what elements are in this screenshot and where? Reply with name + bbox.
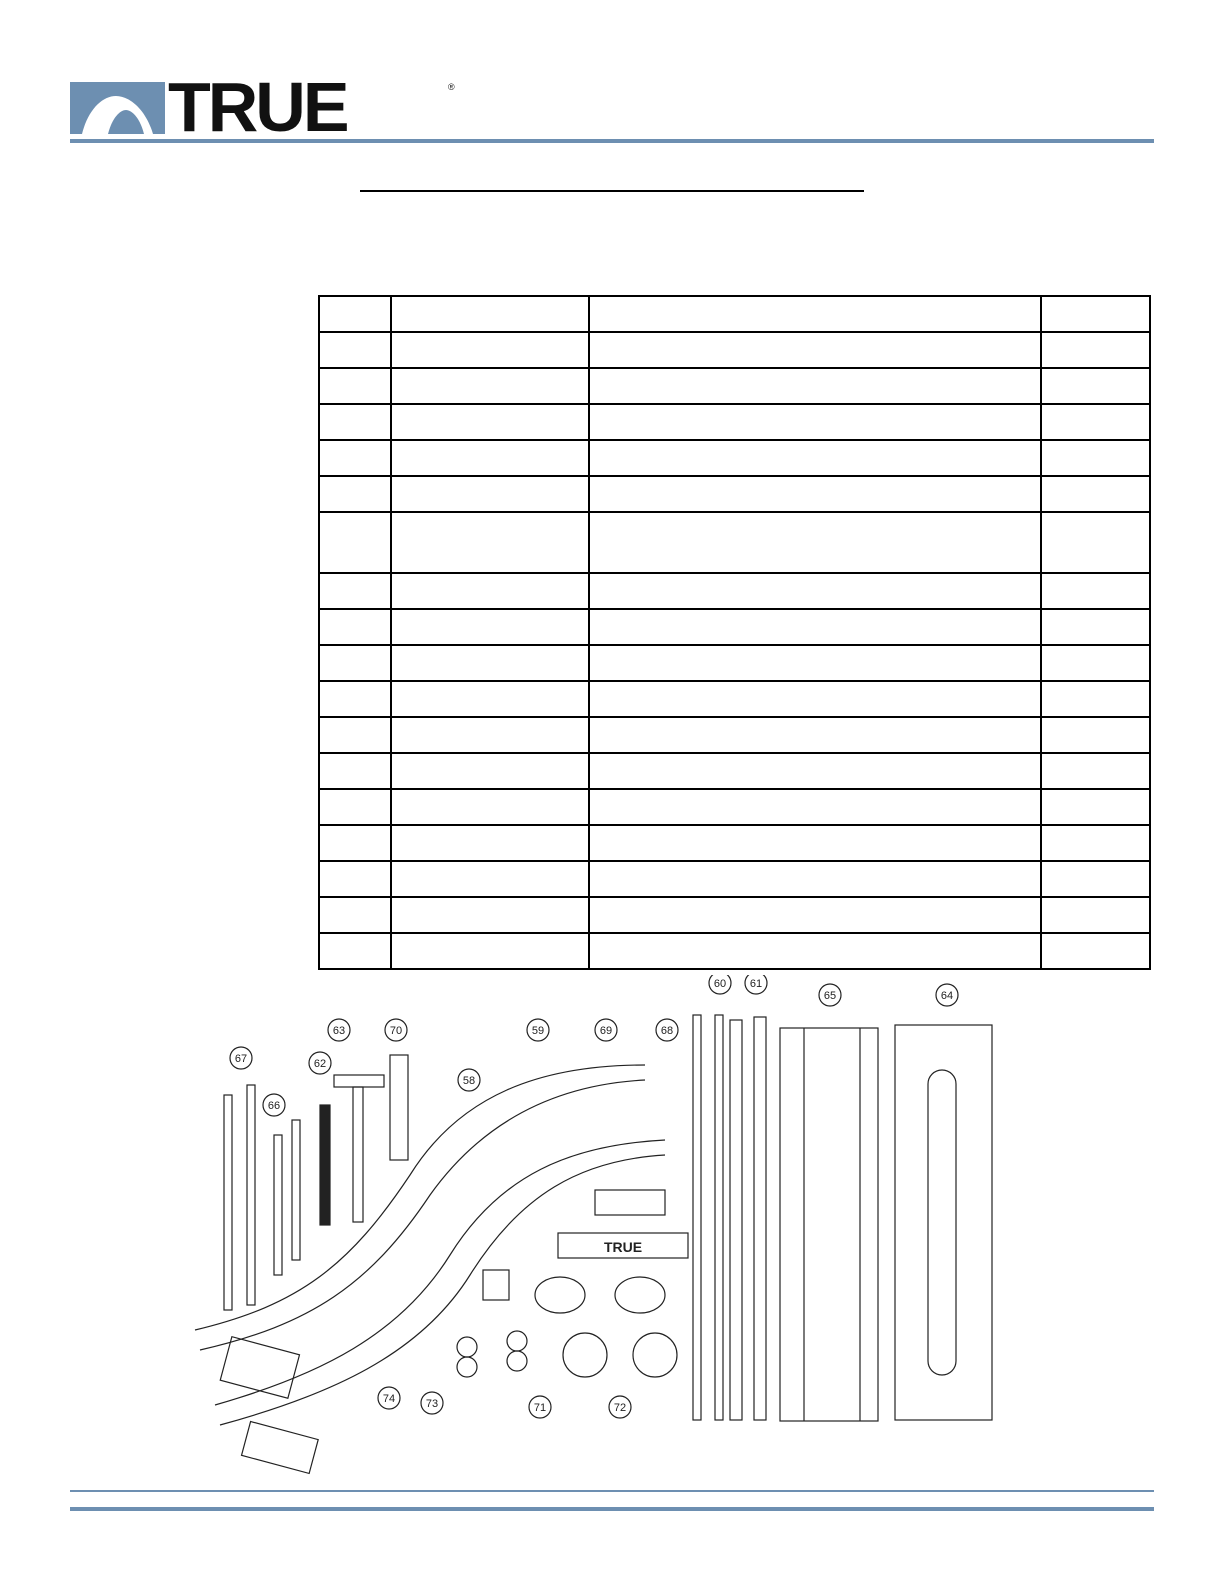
- roller: [507, 1351, 527, 1371]
- callout-label: 73: [425, 1398, 439, 1410]
- table-cell: [1041, 717, 1150, 753]
- table-row: [319, 609, 1150, 645]
- table-row: [319, 789, 1150, 825]
- table-row: [319, 681, 1150, 717]
- table-cell: [319, 717, 391, 753]
- table-cell: [589, 332, 1040, 368]
- table-cell: [391, 789, 589, 825]
- footer-rule: [70, 1490, 1154, 1492]
- table-cell: [1041, 296, 1150, 332]
- table-cell: [589, 440, 1040, 476]
- table-cell: [391, 609, 589, 645]
- title-underline: [360, 190, 864, 192]
- table-cell: [319, 933, 391, 969]
- rail-part: [274, 1135, 282, 1275]
- curved-frame: [200, 1080, 645, 1350]
- table-cell: [391, 753, 589, 789]
- end-cover: [633, 1333, 677, 1377]
- table-cell: [319, 368, 391, 404]
- table-row: [319, 332, 1150, 368]
- strip-part: [390, 1055, 408, 1160]
- table-cell: [589, 368, 1040, 404]
- table-cell: [1041, 476, 1150, 512]
- table-cell: [589, 476, 1040, 512]
- table-cell: [391, 681, 589, 717]
- table-cell: [1041, 609, 1150, 645]
- table-cell: [391, 861, 589, 897]
- header-rule: [70, 139, 1154, 143]
- table-cell: [391, 645, 589, 681]
- table-row: [319, 645, 1150, 681]
- table-cell: [391, 897, 589, 933]
- roller: [507, 1331, 527, 1351]
- table-cell: [319, 476, 391, 512]
- table-row: [319, 476, 1150, 512]
- callout-label: 72: [613, 1402, 627, 1414]
- table-cell: [1041, 753, 1150, 789]
- roller-assembly: [483, 1270, 509, 1300]
- tube-part: [730, 1020, 742, 1420]
- table-row: [319, 573, 1150, 609]
- table-cell: [391, 933, 589, 969]
- table-row: [319, 717, 1150, 753]
- side-panel: [895, 1025, 992, 1420]
- table-cell: [589, 512, 1040, 573]
- table-cell: [319, 573, 391, 609]
- callout-label: 65: [823, 990, 837, 1002]
- panel-slot: [928, 1070, 956, 1375]
- callout-label: 74: [382, 1393, 396, 1405]
- table-cell: [391, 717, 589, 753]
- table-cell: [589, 933, 1040, 969]
- table-cell: [589, 753, 1040, 789]
- rail-part: [247, 1085, 255, 1305]
- callout-label: 60: [713, 978, 727, 990]
- callout-label: 71: [533, 1402, 547, 1414]
- side-panel: [780, 1028, 878, 1421]
- tube-part: [754, 1017, 766, 1420]
- table-cell: [1041, 440, 1150, 476]
- table-cell: [391, 332, 589, 368]
- table-cell: [319, 404, 391, 440]
- plate-text: TRUE: [603, 1239, 643, 1255]
- rail-part: [292, 1120, 300, 1260]
- table-cell: [319, 440, 391, 476]
- table-cell: [319, 897, 391, 933]
- table-cell: [1041, 789, 1150, 825]
- table-cell: [589, 789, 1040, 825]
- table-cell: [319, 789, 391, 825]
- table-cell: [589, 861, 1040, 897]
- table-cell: [1041, 933, 1150, 969]
- table-row: [319, 404, 1150, 440]
- foot-plate: [242, 1422, 319, 1474]
- table-cell: [589, 717, 1040, 753]
- table-cell: [319, 512, 391, 573]
- table-cell: [319, 861, 391, 897]
- true-logo: [70, 76, 460, 134]
- table-cell: [589, 897, 1040, 933]
- table-row: [319, 296, 1150, 332]
- table-cell: [1041, 512, 1150, 573]
- table-cell: [319, 645, 391, 681]
- callout-label: 68: [660, 1025, 674, 1037]
- table-cell: [319, 296, 391, 332]
- callout-label: 67: [234, 1053, 248, 1065]
- table-cell: [319, 753, 391, 789]
- table-row: [319, 933, 1150, 969]
- callout-label: 61: [749, 978, 763, 990]
- callout-label: 63: [332, 1025, 346, 1037]
- table-cell: [589, 825, 1040, 861]
- table-cell: [1041, 404, 1150, 440]
- table-cell: [391, 368, 589, 404]
- end-cover: [615, 1277, 665, 1313]
- table-cell: [589, 296, 1040, 332]
- table-cell: [391, 825, 589, 861]
- table-cell: [391, 512, 589, 573]
- roller: [457, 1337, 477, 1357]
- table-cell: [1041, 573, 1150, 609]
- callout-label: 62: [313, 1058, 327, 1070]
- table-row: [319, 825, 1150, 861]
- tube-part: [715, 1015, 723, 1420]
- table-row: [319, 897, 1150, 933]
- table-cell: [391, 296, 589, 332]
- table-cell: [1041, 897, 1150, 933]
- foot-plate: [220, 1337, 299, 1399]
- table-cell: [589, 609, 1040, 645]
- table-row: [319, 440, 1150, 476]
- bracket-part: [334, 1075, 384, 1087]
- end-cover: [563, 1333, 607, 1377]
- parts-diagram: [180, 975, 1040, 1475]
- callout-label: 64: [940, 990, 954, 1002]
- callout-label: 69: [599, 1025, 613, 1037]
- callout-label: 59: [531, 1025, 545, 1037]
- table-cell: [589, 573, 1040, 609]
- rail-part: [320, 1105, 330, 1225]
- table-cell: [589, 645, 1040, 681]
- table-row: [319, 512, 1150, 573]
- table-cell: [319, 332, 391, 368]
- table-cell: [319, 681, 391, 717]
- bracket-part: [353, 1087, 363, 1222]
- roller: [457, 1357, 477, 1377]
- table-cell: [1041, 825, 1150, 861]
- table-cell: [1041, 681, 1150, 717]
- table-cell: [391, 440, 589, 476]
- callout-label: 70: [389, 1025, 403, 1037]
- tube-part: [693, 1015, 701, 1420]
- footer-rule-thick: [70, 1507, 1154, 1511]
- table-cell: [589, 681, 1040, 717]
- table-cell: [1041, 368, 1150, 404]
- table-cell: [1041, 861, 1150, 897]
- parts-table: [318, 295, 1151, 970]
- end-cover: [535, 1277, 585, 1313]
- table-row: [319, 861, 1150, 897]
- table-cell: [1041, 645, 1150, 681]
- table-cell: [391, 476, 589, 512]
- rail-part: [224, 1095, 232, 1310]
- table-row: [319, 753, 1150, 789]
- table-cell: [391, 404, 589, 440]
- curved-frame: [220, 1155, 665, 1425]
- table-cell: [1041, 332, 1150, 368]
- logo-plate: [595, 1190, 665, 1215]
- table-cell: [589, 404, 1040, 440]
- svg-text:®: ®: [448, 82, 455, 92]
- table-cell: [391, 573, 589, 609]
- table-cell: [319, 609, 391, 645]
- table-row: [319, 368, 1150, 404]
- callout-label: 66: [267, 1100, 281, 1112]
- callout-label: 58: [462, 1075, 476, 1087]
- logo-text: TRUE: [168, 76, 347, 134]
- table-cell: [319, 825, 391, 861]
